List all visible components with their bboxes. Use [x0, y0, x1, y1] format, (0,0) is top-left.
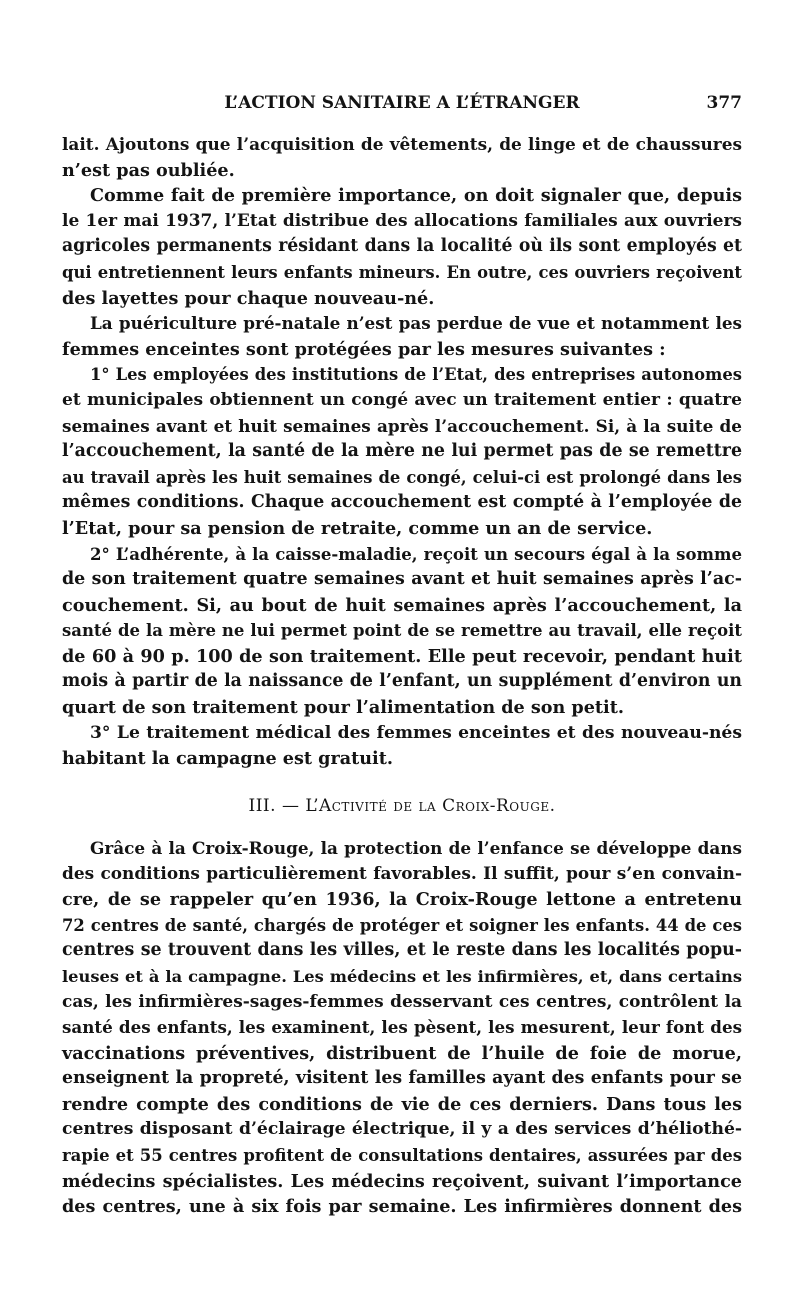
running-header: [62, 88, 742, 118]
section-number: III. —: [248, 795, 306, 816]
text-line: La puériculture pré-natale n’est pas perdue de vue et notamment les: [90, 313, 742, 334]
text-line: santé des enfants, les examinent, les pèsent, les mesurent, leur font des: [62, 1017, 742, 1037]
text-line: mêmes conditions. Chaque accouchement est compté à l’employée de: [62, 492, 742, 513]
text-line: l’Etat, pour sa pension de retraite, comme un an de service.: [62, 517, 653, 539]
text-line: 3° Le traitement médical des femmes enceintes et des nouveau-nés: [90, 722, 742, 743]
paragraph: [62, 183, 742, 311]
paragraph: [62, 836, 742, 1220]
text-line: centres se trouvent dans les villes, et le reste dans les localités popu-: [62, 940, 742, 961]
text-line: 72 centres de santé, chargés de protéger et soigner les enfants. 44 de ces: [62, 915, 742, 935]
text-line: des conditions particulièrement favorables. Il suffit, pour s’en convain-: [62, 863, 742, 884]
section-heading: [62, 772, 742, 836]
paragraph: [62, 542, 742, 721]
text-line: des layettes pour chaque nouveau-né.: [62, 287, 435, 309]
paragraph: [62, 132, 742, 183]
text-line: femmes enceintes sont protégées par les mesures suivantes :: [62, 338, 666, 360]
text-line: agricoles permanents résidant dans la localité où ils sont employés et: [62, 236, 742, 257]
text-line: et municipales obtiennent un congé avec un traitement entier : quatre: [62, 389, 742, 410]
text-line: rendre compte des conditions de vie de ces derniers. Dans tous les: [62, 1093, 742, 1115]
section-title: L’Activité de la Croix-Rouge.: [305, 795, 556, 816]
text-line: cas, les infirmières-sages-femmes desservant ces centres, contrôlent la: [62, 991, 742, 1012]
text-line: des centres, une à six fois par semaine. Les infirmières donnent des: [62, 1196, 742, 1218]
text-line: habitant la campagne est gratuit.: [62, 748, 393, 770]
text-line: semaines avant et huit semaines après l’accouchement. Si, à la suite de: [62, 415, 742, 436]
page-number: 377: [706, 93, 742, 113]
text-line: qui entretiennent leurs enfants mineurs. En outre, ces ouvriers reçoivent: [62, 262, 742, 282]
text-line: 2° L’adhérente, à la caisse-maladie, reçoit un secours égal à la somme: [90, 543, 742, 564]
text-line: santé de la mère ne lui permet point de se remettre au travail, elle reçoit: [62, 621, 742, 641]
text-line: l’accouchement, la santé de la mère ne lui permet pas de se remettre: [62, 441, 742, 462]
text-line: quart de son traitement pour l’alimentation de son petit.: [62, 697, 624, 719]
text-line: n’est pas oubliée.: [62, 159, 235, 181]
body-text: [62, 132, 742, 1220]
text-line: médecins spécialistes. Les médecins reçoivent, suivant l’importance: [62, 1170, 742, 1192]
text-line: de son traitement quatre semaines avant et huit semaines après l’ac-: [62, 569, 742, 590]
text-line: Comme fait de première importance, on doit signaler que, depuis: [90, 185, 742, 207]
paragraph: [62, 721, 742, 772]
text-line: mois à partir de la naissance de l’enfant, un supplément d’environ un: [62, 671, 742, 692]
paragraph: [62, 362, 742, 541]
text-line: vaccinations préventives, distribuent de l’huile de foie de morue,: [62, 1042, 742, 1064]
text-line: rapie et 55 centres profitent de consultations dentaires, assurées par des: [62, 1145, 742, 1165]
paragraph: [62, 311, 742, 362]
text-line: au travail après les huit semaines de congé, celui-ci est prolongé dans les: [62, 467, 742, 487]
text-line: le 1er mai 1937, l’Etat distribue des allocations familiales aux ouvriers: [62, 210, 742, 231]
text-line: Grâce à la Croix-Rouge, la protection de l’enfance se développe dans: [90, 837, 742, 858]
text-line: couchement. Si, au bout de huit semaines après l’accouchement, la: [62, 594, 742, 616]
text-line: de 60 à 90 p. 100 de son traitement. Elle peut recevoir, pendant huit: [62, 645, 742, 667]
text-line: 1° Les employées des institutions de l’Etat, des entreprises autonomes: [90, 365, 742, 385]
text-line: lait. Ajoutons que l’acquisition de vêtements, de linge et de chaussures: [62, 134, 742, 154]
running-title: L’ACTION SANITAIRE A L’ÉTRANGER: [224, 93, 580, 113]
text-line: cre, de se rappeler qu’en 1936, la Croix-Rouge lettone a entretenu: [62, 889, 742, 911]
text-line: centres disposant d’éclairage électrique, il y a des services d’héliothé-: [62, 1119, 742, 1140]
text-line: leuses et à la campagne. Les médecins et les infirmières, et, dans certains: [62, 966, 742, 986]
text-line: enseignent la propreté, visitent les familles ayant des enfants pour se: [62, 1068, 742, 1089]
